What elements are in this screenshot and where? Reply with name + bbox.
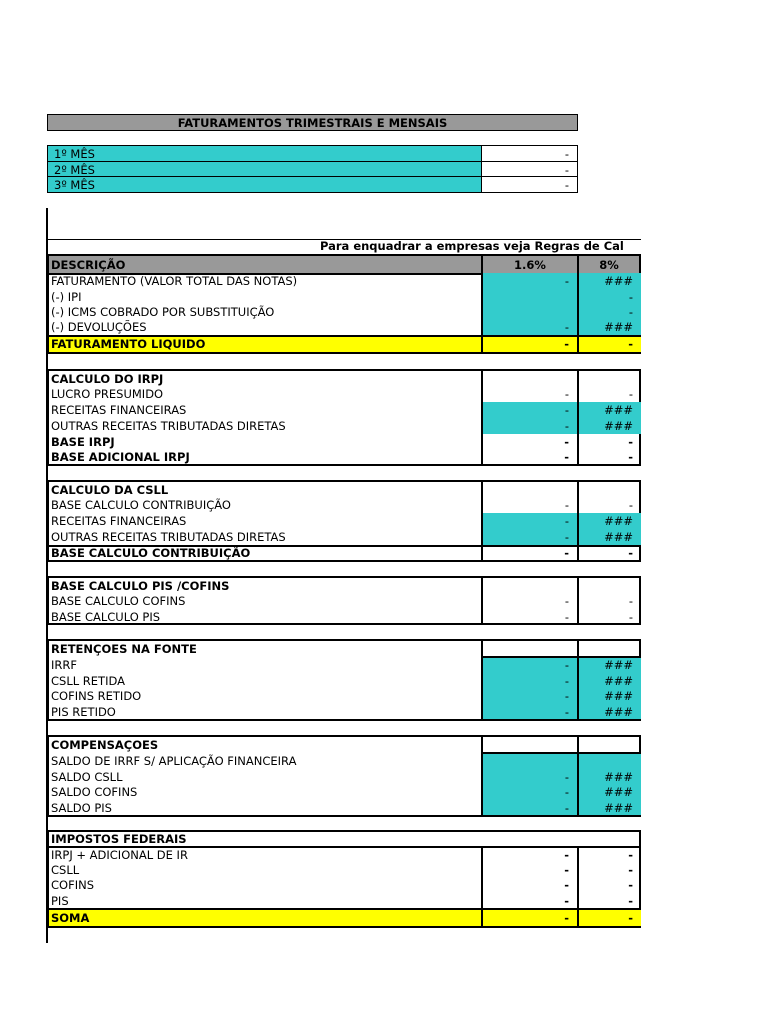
- base-adicional-v1: -: [564, 449, 569, 464]
- row-value-2: -: [628, 862, 633, 877]
- row-value-1[interactable]: -: [564, 704, 569, 719]
- row-label: SALDO COFINS: [51, 785, 138, 799]
- row-value-2[interactable]: ###: [604, 530, 633, 544]
- row-label: SALDO CSLL: [51, 769, 123, 784]
- row-label: OUTRAS RECEITAS TRIBUTADAS DIRETAS: [51, 419, 286, 433]
- row-label: RECEITAS FINANCEIRAS: [51, 403, 187, 417]
- pis-cofins-title: BASE CALCULO PIS /COFINS: [51, 578, 230, 593]
- base-adicional-label: BASE ADICIONAL IRPJ: [51, 449, 190, 464]
- soma-v1: -: [564, 911, 569, 925]
- base-irpj-v2: -: [628, 434, 633, 449]
- row-value-1[interactable]: -: [564, 689, 569, 703]
- row-value-2[interactable]: ###: [604, 673, 633, 688]
- row-label: PIS: [51, 893, 69, 908]
- row-label: LUCRO PRESUMIDO: [51, 387, 164, 401]
- row-value-2[interactable]: ###: [604, 704, 633, 719]
- row-value-1[interactable]: -: [564, 403, 569, 417]
- row-value-2[interactable]: ###: [604, 403, 633, 417]
- header-col-1: 1.6%: [514, 257, 546, 272]
- row-value-2: -: [628, 893, 633, 908]
- base-irpj-v1: -: [564, 434, 569, 449]
- irpj-title: CALCULO DO IRPJ: [51, 371, 164, 386]
- months-block: [47, 145, 578, 193]
- faturamento-liquido-v2: -: [628, 337, 633, 351]
- month-1-value[interactable]: -: [564, 146, 569, 161]
- row-value-2[interactable]: ###: [604, 658, 633, 672]
- row-label: (-) ICMS COBRADO POR SUBSTITUIÇÃO: [51, 304, 275, 319]
- row-value-1[interactable]: -: [564, 419, 569, 433]
- row-value-2[interactable]: ###: [604, 419, 633, 433]
- row-value-2[interactable]: -: [628, 498, 633, 512]
- row-value-1[interactable]: -: [564, 498, 569, 512]
- row-value-2[interactable]: -: [628, 304, 633, 319]
- retencoes-section: [47, 639, 641, 721]
- row-label: SALDO PIS: [51, 800, 112, 815]
- row-value-2[interactable]: -: [628, 289, 633, 304]
- faturamento-section: [47, 273, 641, 354]
- csll-title: CALCULO DA CSLL: [51, 482, 169, 497]
- row-label: (-) IPI: [51, 289, 82, 304]
- retencoes-title: RETENÇOES NA FONTE: [51, 642, 197, 656]
- faturamento-liquido-v1: -: [564, 337, 569, 351]
- header-col-2: 8%: [599, 257, 619, 272]
- row-value-1[interactable]: -: [564, 658, 569, 672]
- row-label: IRRF: [51, 658, 77, 672]
- header-description: DESCRIÇÃO: [51, 257, 126, 272]
- row-label: CSLL RETIDA: [51, 673, 125, 688]
- month-2-value[interactable]: -: [564, 162, 569, 177]
- row-label: SALDO DE IRRF S/ APLICAÇÃO FINANCEIRA: [51, 754, 297, 768]
- base-csll-v1: -: [564, 546, 569, 560]
- row-value-1[interactable]: -: [564, 785, 569, 799]
- row-value-1[interactable]: -: [564, 530, 569, 544]
- row-label: COFINS RETIDO: [51, 689, 142, 703]
- base-csll-label: BASE CALCULO CONTRIBUIÇÃO: [51, 546, 251, 560]
- month-2-label: 2º MÊS: [48, 162, 482, 177]
- row-value-1: -: [564, 878, 569, 892]
- pis-cofins-section: [47, 576, 641, 625]
- row-label: BASE CALCULO CONTRIBUIÇÃO: [51, 498, 231, 512]
- month-1-label: 1º MÊS: [48, 146, 482, 161]
- row-value-1[interactable]: -: [564, 320, 569, 334]
- base-adicional-v2: -: [628, 449, 633, 464]
- row-label: BASE CALCULO PIS: [51, 609, 161, 624]
- row-label: RECEITAS FINANCEIRAS: [51, 514, 187, 528]
- row-value-2[interactable]: ###: [604, 800, 633, 815]
- row-value-1[interactable]: -: [564, 609, 569, 624]
- row-label: CSLL: [51, 862, 80, 877]
- row-value-2[interactable]: ###: [604, 785, 633, 799]
- row-value-2[interactable]: ###: [604, 769, 633, 784]
- base-irpj-label: BASE IRPJ: [51, 434, 115, 449]
- row-value-2[interactable]: -: [628, 609, 633, 624]
- impostos-section: [47, 832, 641, 928]
- faturamento-liquido-label: FATURAMENTO LIQUIDO: [51, 337, 206, 351]
- impostos-title: IMPOSTOS FEDERAIS: [51, 832, 187, 846]
- row-value-1[interactable]: -: [564, 673, 569, 688]
- row-value-2[interactable]: ###: [604, 274, 633, 288]
- row-value-1[interactable]: -: [564, 769, 569, 784]
- month-3-label: 3º MÊS: [48, 177, 482, 192]
- row-value-2: -: [628, 878, 633, 892]
- row-value-2: -: [628, 848, 633, 862]
- compensacoes-title: COMPENSAÇOES: [51, 738, 159, 752]
- sheet-title: FATURAMENTOS TRIMESTRAIS E MENSAIS: [47, 114, 578, 131]
- row-label: FATURAMENTO (VALOR TOTAL DAS NOTAS): [51, 274, 298, 288]
- row-value-1: -: [564, 848, 569, 862]
- row-value-2[interactable]: -: [628, 387, 633, 401]
- row-label: IRPJ + ADICIONAL DE IR: [51, 848, 188, 862]
- soma-v2: -: [628, 911, 633, 925]
- row-label: OUTRAS RECEITAS TRIBUTADAS DIRETAS: [51, 530, 286, 544]
- row-label: (-) DEVOLUÇÕES: [51, 320, 147, 334]
- compensacoes-section: [47, 735, 641, 817]
- row-value-2[interactable]: -: [628, 594, 633, 608]
- soma-label: SOMA: [51, 911, 90, 925]
- row-value-1: -: [564, 862, 569, 877]
- row-value-2[interactable]: ###: [604, 320, 633, 334]
- base-csll-v2: -: [628, 546, 633, 560]
- irpj-section: [47, 369, 641, 466]
- row-label: BASE CALCULO COFINS: [51, 594, 186, 608]
- row-value-1[interactable]: -: [564, 387, 569, 401]
- row-value-1[interactable]: -: [564, 274, 569, 288]
- row-value-2[interactable]: ###: [604, 689, 633, 703]
- table-header: [47, 254, 641, 275]
- row-value-2[interactable]: ###: [604, 514, 633, 528]
- row-value-1[interactable]: -: [564, 800, 569, 815]
- rules-note: Para enquadrar a empresas veja Regras de Cal: [320, 239, 624, 253]
- row-value-1[interactable]: -: [564, 594, 569, 608]
- row-value-1[interactable]: -: [564, 514, 569, 528]
- row-label: PIS RETIDO: [51, 704, 116, 719]
- csll-section: [47, 480, 641, 562]
- month-3-value[interactable]: -: [564, 177, 569, 192]
- row-value-1: -: [564, 893, 569, 908]
- row-label: COFINS: [51, 878, 94, 892]
